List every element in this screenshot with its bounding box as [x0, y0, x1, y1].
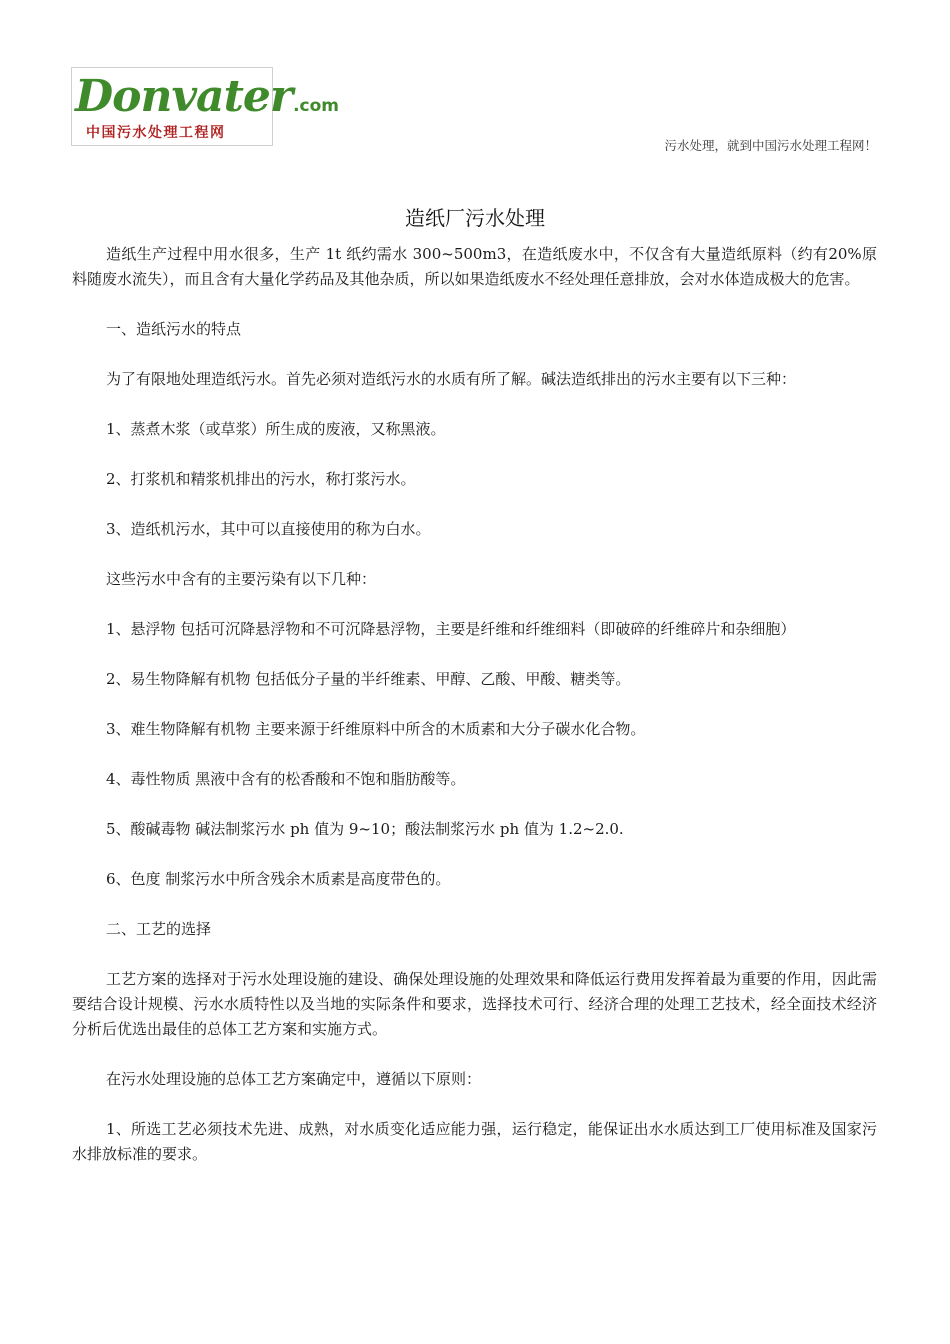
list-item: 1、所选工艺必须技术先进、成熟，对水质变化适应能力强，运行稳定，能保证出水水质达到工厂使用标准及国家污水排放标准的要求。 — [72, 1120, 877, 1163]
section-heading: 二、工艺的选择 — [106, 920, 212, 938]
list-item: 2、易生物降解有机物 包括低分子量的半纤维素、甲醇、乙酸、甲酸、糖类等。 — [106, 670, 631, 688]
header-tagline: 污水处理，就到中国污水处理工程网！ — [664, 138, 877, 153]
paragraph: 工艺方案的选择对于污水处理设施的建设、确保处理设施的处理效果和降低运行费用发挥着最为重要的作用，因此需要结合设计规模、污水水质特性以及当地的实际条件和要求，选择技术可行、经济合理的处理工艺技术，经全面技术经济分析后优选出最佳的总体工艺方案和实施方式。 — [72, 970, 877, 1038]
paragraph: 在污水处理设施的总体工艺方案确定中，遵循以下原则： — [106, 1070, 482, 1088]
site-logo[interactable] — [71, 67, 340, 146]
list-item: 3、造纸机污水，其中可以直接使用的称为白水。 — [106, 520, 431, 538]
list-item: 2、打浆机和精浆机排出的污水，称打浆污水。 — [106, 470, 416, 488]
list-item: 5、酸碱毒物 碱法制浆污水 ph 值为 9~10；酸法制浆污水 ph 值为 1.2~2.0. — [106, 820, 624, 838]
logo-suffix: .com — [293, 96, 340, 116]
list-item: 3、难生物降解有机物 主要来源于纤维原料中所含的木质素和大分子碳水化合物。 — [106, 720, 646, 738]
paragraph: 为了有限地处理造纸污水。首先必须对造纸污水的水质有所了解。碱法造纸排出的污水主要有以下三种： — [106, 370, 797, 388]
list-item: 1、蒸煮木浆（或草浆）所生成的废液，又称黑液。 — [106, 420, 446, 438]
list-item: 6、色度 制浆污水中所含残余木质素是高度带色的。 — [106, 870, 451, 888]
document-title: 造纸厂污水处理 — [405, 206, 545, 230]
intro-paragraph: 造纸生产过程中用水很多，生产 1t 纸约需水 300~500m3，在造纸废水中，不仅含有大量造纸原料（约有20%原料随废水流失），而且含有大量化学药品及其他杂质，所以如果造纸废水不经处理任意排放，会对水体造成极大的危害。 — [72, 245, 877, 288]
section-heading: 一、造纸污水的特点 — [106, 320, 242, 338]
document-body — [72, 242, 877, 1192]
paragraph: 这些污水中含有的主要污染有以下几种： — [106, 570, 377, 588]
logo-main-text: Donvater — [75, 71, 293, 122]
list-item: 4、毒性物质 黑液中含有的松香酸和不饱和脂肪酸等。 — [106, 770, 466, 788]
list-item: 1、悬浮物 包括可沉降悬浮物和不可沉降悬浮物，主要是纤维和纤维细料（即破碎的纤维碎片和杂细胞） — [106, 620, 796, 638]
logo-wordmark — [75, 71, 339, 122]
logo-subtitle: 中国污水处理工程网 — [86, 125, 226, 141]
